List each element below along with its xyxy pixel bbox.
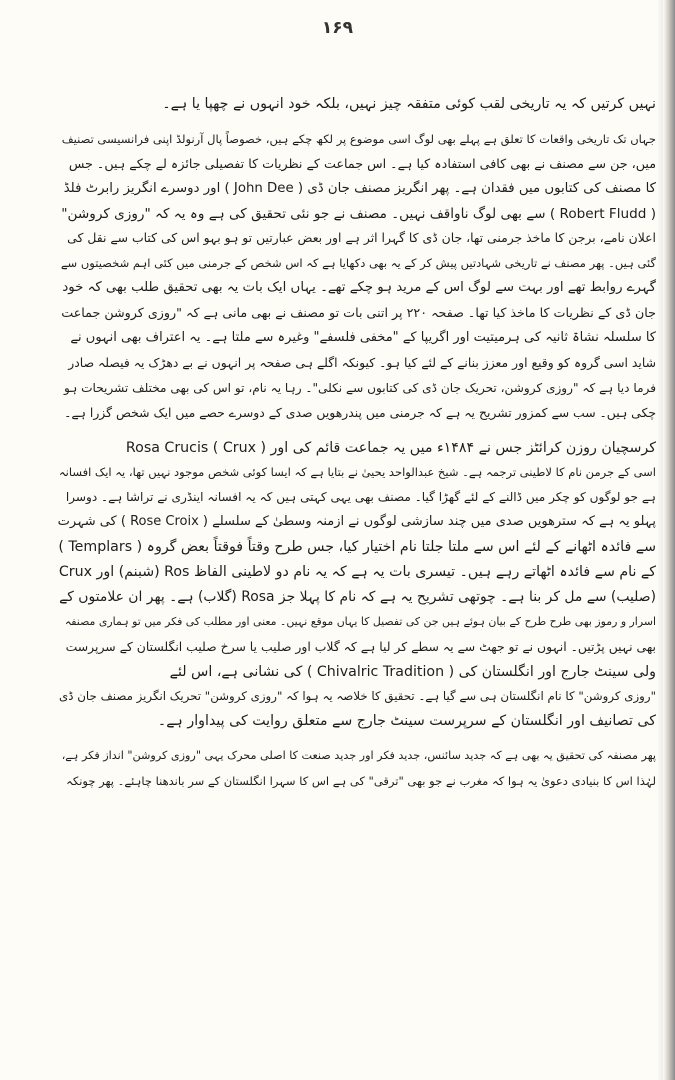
text-line: ولی سینٹ جارج اور انگلستان کی ( Chivalric Tradition ) کی نشانی ہے، اس لئے: [169, 663, 656, 680]
paragraph-break: [58, 426, 656, 436]
text-line: کی تصانیف اور انگلستان کے سرپرست سینٹ جارج سے متعلق روایت کی پیداوار ہے۔: [157, 713, 656, 730]
text-line: فرما دیا ہے کہ "روزی کروشن، تحریک جان ڈی کی کتابوں سے نکلی"۔ رہا یہ نام، تو اس کی بھی مختلف تشریحات ہو: [63, 380, 656, 395]
text-line: کا مصنف کی کتابوں میں فقدان ہے۔ پھر انگریز مصنف جان ڈی ( John Dee ) اور دوسرے انگریز رابرٹ فلڈ: [63, 180, 656, 196]
text-line: چکی ہیں۔ سب سے کمزور تشریح یہ ہے کہ جرمنی میں پندرھویں صدی کے دوسرے حصے میں ایک شخص گزرا ہے۔: [64, 404, 656, 420]
text-line: لہٰذا اس کا بنیادی دعویٰ یہ ہوا کہ مغرب نے جو بھی "ترقی" کی ہے اس کا سہرا انگلستان کے سر باندھنا چاہئے۔ پھر چونکہ: [66, 774, 656, 789]
text-line: گہرے روابط تھے اور بہت سے لوگ اس کے مرید ہو چکے تھے۔ یہاں ایک بات یہ بھی تحقیق طلب بھی کہ خود: [62, 280, 656, 296]
paragraph-break: [58, 117, 656, 127]
text-line: سے فائدہ اٹھانے کے لئے اس سے ملتا جلتا نام اختیار کیا، جس طرح وقتاً فوقتاً بعض گروہ ( Templars ): [58, 539, 656, 556]
text-line: اسرار و رموز بھی طرح طرح کے بیان ہوئے ہیں جن کی تفصیل کا یہاں موقع نہیں۔ معنی اور مطلب کی فکر میں تو ہماری مصنفہ: [64, 614, 656, 628]
text-line: اسی کے جرمن نام کا لاطینی ترجمہ ہے۔ شیخ عبدالواحد یحییٰ نے بتایا ہے کہ ایسا کوئی شخص موجود نہیں تھا، یہ ایک افسانہ: [58, 465, 656, 480]
text-line: اعلان نامے، برجن کا ماخذ جرمنی تھا، جان ڈی کا گہرا اثر ہے اور بعض عبارتیں تو ہو بہو اس کی کتاب سے نقل کی: [67, 230, 656, 246]
paragraph-break: [58, 734, 656, 744]
text-line: میں، جن سے مصنف نے بھی کافی استفادہ کیا ہے۔ اس جماعت کے نظریات کا تفصیلی جائزہ لے چکے ہیں۔ جس: [68, 155, 656, 171]
text-line: "روزی کروشن" کا نام انگلستان ہی سے گیا ہے۔ تحقیق کا خلاصہ یہ ہوا کہ "روزی کروشن" تحریک انگریز مصنف جان ڈی: [59, 689, 656, 704]
text-line: نہیں کرتیں کہ یہ تاریخی لقب کوئی متفقہ چیز نہیں، بلکہ خود انہوں نے چھپا یا ہے۔: [162, 96, 656, 112]
page-number: ۱۶۹: [321, 18, 354, 38]
text-line: شاید اسی گروہ کو وقیع اور معزز بنانے کے لئے کیا ہو۔ کیونکہ اگلے ہی صفحہ پر انہوں نے بے دھڑک یہ فیصلہ صادر: [68, 354, 656, 370]
text-line: بھی نہیں پڑتیں۔ انہوں نے تو جھٹ سے یہ سطے کر لیا ہے کہ گلاب اور صلیب یا سرخ صلیب انگلستان کے سرپرست: [65, 638, 656, 654]
text-line: ( Robert Fludd ) سے بھی لوگ ناواقف نہیں۔ مصنف نے جو نئی تحقیق کی ہے وہ یہ کہ "روزی کروشن": [61, 205, 656, 222]
body-text: [58, 92, 656, 794]
text-line: (صلیب) سے مل کر بنا ہے۔ چوتھی تشریح یہ ہے کہ نام کا پہلا جز Rosa (گلاب) ہے۔ پھر ان علامتوں کے: [59, 588, 656, 605]
book-binding-edge: [663, 0, 675, 1080]
text-line: گئی ہیں۔ پھر مصنف نے تاریخی شہادتیں پیش کر کے یہ بھی دکھایا ہے کہ اس شخص کے جرمنی میں کئی اہم شخصیتوں سے: [60, 256, 656, 271]
text-line: جان ڈی کے نظریات کا ماخذ کیا تھا۔ صفحہ ۲۲۰ پر اتنی بات تو مصنف نے بھی مانی ہے کہ "روزی کروشن جماعت: [61, 305, 656, 321]
text-line: پھر مصنفہ کی تحقیق یہ بھی ہے کہ جدید سائنس، جدید فکر اور جدید صنعت کا اصلی محرک یہی "روزی کروشن" انداز فکر ہے،: [61, 749, 656, 763]
text-line: کے نام سے فائدہ اٹھاتے رہے ہیں۔ تیسری بات یہ ہے کہ یہ نام دو لاطینی الفاظ Ros (شبنم) اور Crux: [58, 564, 656, 581]
text-line: کرسچیان روزن کرائٹز جس نے ۱۴۸۴ء میں یہ جماعت قائم کی اور ( Crux ) Rosa Crucis: [125, 439, 656, 456]
text-line: جہاں تک تاریخی واقعات کا تعلق ہے پہلے بھی لوگ اسی موضوع پر لکھ چکے ہیں، خصوصاً پال آرنولڈ اپنی فرانسیسی تصنیف: [61, 131, 656, 146]
text-line: کا سلسلہ نشاۃ ثانیہ کی ہرمیتیت اور اگریپا کے "مخفی فلسفے" وغیرہ سے ملتا ہے۔ یہ اعتراف بھی انہوں نے: [70, 330, 656, 346]
text-line: ہے جو لوگوں کو چکر میں ڈالنے کے لئے گھڑا گیا۔ مصنف بھی یہی کہتی ہیں کہ یہ افسانہ اینڈری نے تراشا ہے۔ دوسرا: [65, 490, 656, 505]
text-line: پہلو یہ ہے کہ سترھویں صدی میں چند سازشی لوگوں نے ازمنہ وسطیٰ کے سلسلے ( Rose Croix ) کی شہرت: [58, 514, 656, 530]
